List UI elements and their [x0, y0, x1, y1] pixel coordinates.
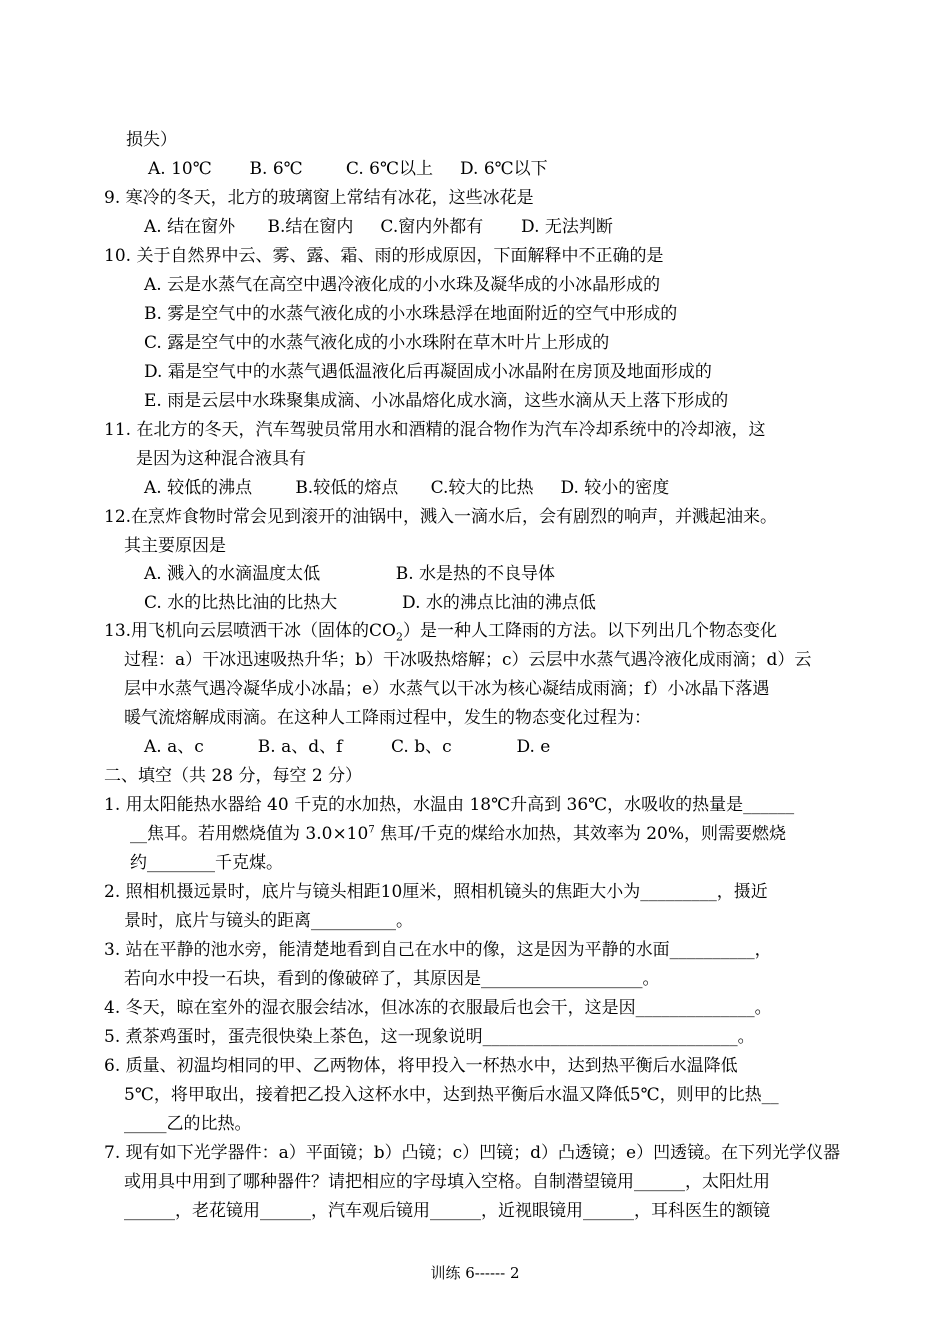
q10-option-b: B. 雾是空气中的水蒸气液化成的小水珠悬浮在地面附近的空气中形成的 [144, 304, 678, 324]
subscript: 2 [395, 630, 403, 644]
q10-stem: 10. 关于自然界中云、雾、露、霜、雨的形成原因，下面解释中不正确的是 [104, 246, 664, 266]
q9-options: A. 结在窗外 B.结在窗内 C.窗内外都有 D. 无法判断 [144, 217, 613, 237]
q13-options: A. a、c B. a、d、f C. b、c D. e [144, 737, 551, 757]
text-line: 损失） [126, 130, 177, 150]
q9-stem: 9. 寒冷的冬天，北方的玻璃窗上常结有冰花，这些冰花是 [104, 188, 534, 208]
fill-q6: 6. 质量、初温均相同的甲、乙两物体，将甲投入一杯热水中，达到热平衡后水温降低 [104, 1056, 738, 1076]
text-run: 13.用飞机向云层喷洒干冰（固体的CO [104, 621, 396, 641]
q12-options-ab: A. 溅入的水滴温度太低 B. 水是热的不良导体 [144, 564, 556, 584]
fill-q1-cont [130, 823, 786, 845]
section-heading: 二、填空（共 28 分，每空 2 分） [104, 766, 363, 786]
q11-stem-cont: 是因为这种混合液具有 [136, 449, 306, 469]
fill-q7-cont: 或用具中用到了哪种器件？请把相应的字母填入空格。自制潜望镜用______，太阳灶用 [124, 1172, 770, 1192]
fill-q6-cont: 5℃，将甲取出，接着把乙投入这杯水中，达到热平衡后水温又降低5℃，则甲的比热__ [124, 1085, 779, 1105]
fill-q3: 3. 站在平静的池水旁，能清楚地看到自己在水中的像，这是因为平静的水面__________， [104, 940, 772, 960]
q13-process-2: 层中水蒸气遇冷凝华成小冰晶；e）水蒸气以干冰为核心凝结成雨滴；f）小冰晶下落遇 [124, 679, 770, 699]
q12-options-cd: C. 水的比热比油的比热大 D. 水的沸点比油的沸点低 [144, 593, 596, 613]
fill-q2: 2. 照相机摄远景时，底片与镜头相距10厘米，照相机镜头的焦距大小为_________，摄近 [104, 882, 768, 902]
fill-q2-cont: 景时，底片与镜头的距离__________。 [124, 911, 413, 931]
fill-q7: 7. 现有如下光学器件：a）平面镜；b）凸镜；c）凹镜；d）凸透镜；e）凹透镜。在下列光学仪器 [104, 1143, 841, 1163]
q11-options: A. 较低的沸点 B.较低的熔点 C.较大的比热 D. 较小的密度 [144, 478, 670, 498]
q13-process-3: 暖气流熔解成雨滴。在这种人工降雨过程中，发生的物态变化过程为： [124, 708, 651, 728]
q11-stem: 11. 在北方的冬天，汽车驾驶员常用水和酒精的混合物作为汽车冷却系统中的冷却液，这 [104, 420, 766, 440]
fill-q5: 5. 煮茶鸡蛋时，蛋壳很快染上茶色，这一现象说明______________________________。 [104, 1027, 755, 1047]
q10-option-e: E. 雨是云层中水珠聚集成滴、小冰晶熔化成水滴，这些水滴从天上落下形成的 [144, 391, 729, 411]
fill-q4: 4. 冬天，晾在室外的湿衣服会结冰，但冰冻的衣服最后也会干，这是因______________。 [104, 998, 772, 1018]
fill-q3-cont: 若向水中投一石块，看到的像破碎了，其原因是___________________。 [124, 969, 660, 989]
q10-option-c: C. 露是空气中的水蒸气液化成的小水珠附在草木叶片上形成的 [144, 333, 610, 353]
q8-options: A. 10℃ B. 6℃ C. 6℃以上 D. 6℃以下 [148, 159, 548, 179]
page-footer: 训练 6------ 2 [430, 1264, 520, 1282]
superscript: 7 [368, 824, 375, 836]
q10-option-a: A. 云是水蒸气在高空中遇冷液化成的小水珠及凝华成的小冰晶形成的 [144, 275, 661, 295]
text-run: __焦耳。若用燃烧值为 3.0×10 [130, 824, 369, 844]
q12-stem-cont: 其主要原因是 [124, 536, 226, 556]
fill-q6-cont2: _____乙的比热。 [124, 1114, 252, 1134]
fill-q1-cont2: 约________千克煤。 [130, 853, 283, 873]
q10-option-d: D. 霜是空气中的水蒸气遇低温液化后再凝固成小冰晶附在房顶及地面形成的 [144, 362, 712, 382]
q13-stem [104, 620, 777, 642]
fill-q7-cont2: ______，老花镜用______，汽车观后镜用______，近视眼镜用______，耳科医生的额镜 [124, 1201, 770, 1221]
q13-process-1: 过程：a）干冰迅速吸热升华；b）干冰吸热熔解；c）云层中水蒸气遇冷液化成雨滴；d）云 [124, 650, 812, 670]
fill-q1: 1. 用太阳能热水器给 40 千克的水加热，水温由 18℃升高到 36℃，水吸收的热量是______ [104, 795, 795, 815]
text-run: 焦耳/千克的煤给水加热，其效率为 20%，则需要燃烧 [374, 824, 787, 844]
text-run: ）是一种人工降雨的方法。以下列出几个物态变化 [402, 621, 777, 641]
q12-stem: 12.在烹炸食物时常会见到滚开的油锅中，溅入一滴水后，会有剧烈的响声，并溅起油来。 [104, 507, 778, 527]
